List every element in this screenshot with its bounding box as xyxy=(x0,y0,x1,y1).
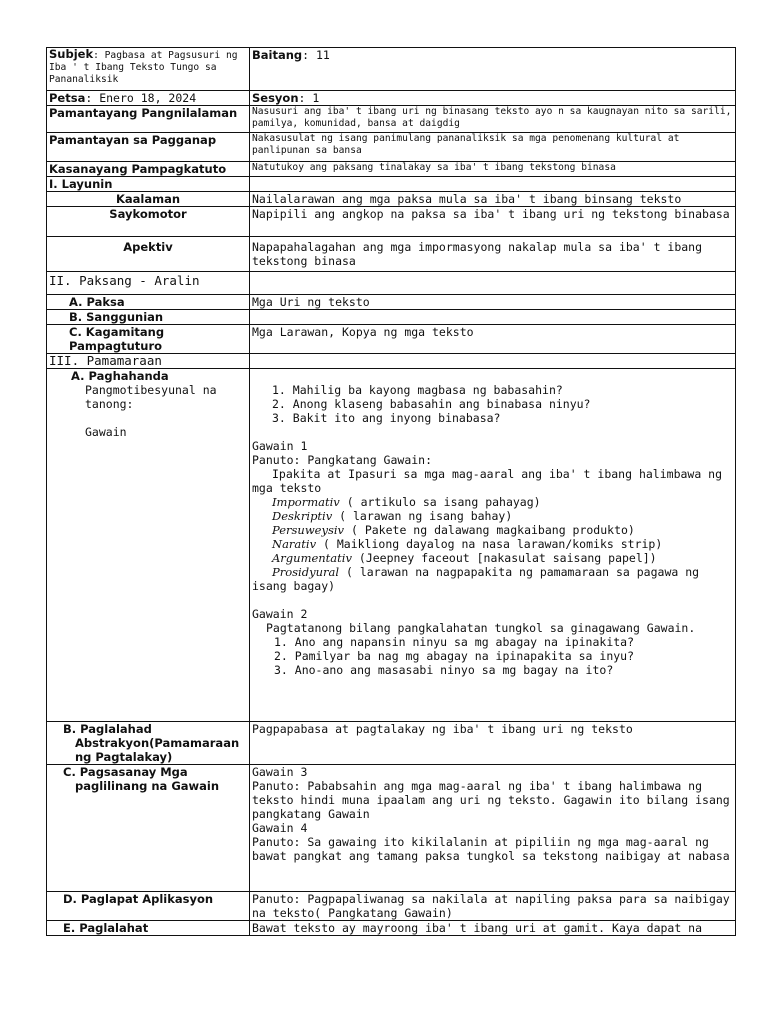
text-type-name: Impormativ xyxy=(272,495,340,509)
session-value: : 1 xyxy=(298,91,320,105)
affective-label: Apektiv xyxy=(47,237,250,272)
date-label: Petsa xyxy=(49,91,86,105)
competency-row xyxy=(47,162,736,177)
gawain2-title: Gawain 2 xyxy=(252,607,308,621)
gawain3-description: Panuto: Pababsahin ang mga mag-aaral ng iba' t ibang halimbawa ng teksto hindi muna ipaalam ang uri ng teksto. Gagawin ito bilang isang pangkatang Gawain xyxy=(252,779,730,821)
subject-row xyxy=(47,48,736,91)
gawain2-question-3: 3. Ano-ano ang masasabi ninyo sa mg bagay na ito? xyxy=(274,663,614,677)
gawain1-description: Ipakita at Ipasuri sa mga mag-aaral ang iba' t ibang halimbawa ng mga teksto xyxy=(252,467,723,495)
question-3: 3. Bakit ito ang inyong binabasa? xyxy=(272,411,501,425)
materials-label: C. Kagamitang Pampagtuturo xyxy=(47,325,250,354)
content-standard-label: Pamantayang Pangnilalaman xyxy=(47,106,250,133)
preparation-right-cell xyxy=(250,369,736,722)
gawain2-description: Pagtatanong bilang pangkalahatan tungkol sa ginagawang Gawain. xyxy=(266,621,696,635)
content-title-row xyxy=(47,272,736,295)
practice-row xyxy=(47,765,736,892)
text-type-desc: ( Maikliong dayalog na nasa larawan/komiks strip) xyxy=(316,537,663,551)
content-title-empty xyxy=(250,272,736,295)
subject-cell xyxy=(47,48,250,91)
lesson-plan-table xyxy=(46,47,736,936)
text-type-name: Narativ xyxy=(272,537,317,551)
gawain4-description: Panuto: Sa gawaing ito kikilalanin at pipiliin ng mga mag-aaral ng bawat pangkat ang tamang paksa tungkol sa tekstong naibigay at nabasa xyxy=(252,835,730,863)
performance-standard-row xyxy=(47,133,736,162)
text-type-desc: ( larawan ng isang bahay) xyxy=(332,509,513,523)
objectives-title-empty xyxy=(250,177,736,192)
generalization-label: E. Paglalahat xyxy=(47,921,250,936)
text-type-name: Persuweysiv xyxy=(272,523,345,537)
skill-row xyxy=(47,207,736,237)
objectives-title-row xyxy=(47,177,736,192)
grade-cell xyxy=(250,48,736,91)
activity-label: Gawain xyxy=(85,425,127,439)
application-label: D. Paglapat Aplikasyon xyxy=(47,892,250,921)
text-type-name: Prosidyural xyxy=(272,565,340,579)
procedure-title-empty xyxy=(250,354,736,369)
preparation-left-cell xyxy=(47,369,250,722)
session-cell xyxy=(250,91,736,106)
grade-label: Baitang xyxy=(252,48,303,62)
reference-row xyxy=(47,310,736,325)
date-value: : Enero 18, 2024 xyxy=(85,91,197,105)
text-type-name: Argumentativ xyxy=(272,551,352,565)
application-value: Panuto: Pagpapaliwanag sa nakilala at napiling paksa para sa naibigay na teksto( Pangkatang Gawain) xyxy=(250,892,736,921)
session-label: Sesyon xyxy=(252,91,299,105)
question-2: 2. Anong klaseng babasahin ang binabasa ninyu? xyxy=(272,397,591,411)
practice-label: C. Pagsasanay Mga paglilinang na Gawain xyxy=(47,765,250,892)
competency-value: Natutukoy ang paksang tinalakay sa iba' t ibang tekstong binasa xyxy=(250,162,736,177)
reference-label: B. Sanggunian xyxy=(47,310,250,325)
knowledge-label: Kaalaman xyxy=(47,192,250,207)
reference-value xyxy=(250,310,736,325)
objectives-title: I. Layunin xyxy=(47,177,250,192)
text-type-desc: ( Pakete ng dalawang magkaibang produkto) xyxy=(344,523,635,537)
text-type-item xyxy=(252,551,733,565)
affective-row xyxy=(47,237,736,272)
date-row xyxy=(47,91,736,106)
affective-value: Napapahalagahan ang mga impormasyong nakalap mula sa iba' t ibang tekstong binasa xyxy=(250,237,736,272)
subject-value: : Pagbasa at Pagsusuri ng Iba ' t Ibang Teksto Tungo sa Pananaliksik xyxy=(49,50,238,85)
text-type-item xyxy=(252,537,733,551)
preparation-label: A. Paghahanda xyxy=(71,369,169,383)
preparation-row xyxy=(47,369,736,722)
generalization-row xyxy=(47,921,736,936)
practice-right-cell xyxy=(250,765,736,892)
gawain1-title: Gawain 1 xyxy=(252,439,308,453)
performance-standard-label: Pamantayan sa Pagganap xyxy=(47,133,250,162)
materials-row xyxy=(47,325,736,354)
procedure-title: III. Pamamaraan xyxy=(47,354,250,369)
text-type-desc: (Jeepney faceout [nakasulat saisang papel]) xyxy=(351,551,657,565)
text-type-item xyxy=(252,523,733,537)
topic-label: A. Paksa xyxy=(47,295,250,310)
content-title: II. Paksang - Aralin xyxy=(47,272,250,295)
knowledge-row xyxy=(47,192,736,207)
content-standard-value: Nasusuri ang iba' t ibang uri ng binasang teksto ayo n sa kaugnayan nito sa sarili, pamilya, komunidad, bansa at daigdig xyxy=(250,106,736,133)
application-row xyxy=(47,892,736,921)
topic-value: Mga Uri ng teksto xyxy=(250,295,736,310)
gawain2-question-1: 1. Ano ang napansin ninyu sa mg abagay na ipinakita? xyxy=(274,635,635,649)
date-cell xyxy=(47,91,250,106)
content-standard-row xyxy=(47,106,736,133)
performance-standard-value: Nakasusulat ng isang panimulang pananaliksik sa mga penomenang kultural at panlipunan sa bansa xyxy=(250,133,736,162)
text-type-item xyxy=(252,509,733,523)
motivation-label: Pangmotibesyunal na tanong: xyxy=(85,383,217,411)
question-1: 1. Mahilig ba kayong magbasa ng babasahin? xyxy=(272,383,563,397)
text-type-item xyxy=(252,495,733,509)
gawain2-question-2: 2. Pamilyar ba nag mg abagay na ipinapakita sa inyu? xyxy=(274,649,635,663)
subject-label: Subjek xyxy=(49,47,94,61)
materials-value: Mga Larawan, Kopya ng mga teksto xyxy=(250,325,736,354)
text-type-item xyxy=(252,565,733,593)
skill-value: Napipili ang angkop na paksa sa iba' t ibang uri ng tekstong binabasa xyxy=(250,207,736,237)
presentation-row xyxy=(47,722,736,765)
skill-label: Saykomotor xyxy=(47,207,250,237)
text-type-name: Deskriptiv xyxy=(272,509,333,523)
gawain3-title: Gawain 3 xyxy=(252,765,308,779)
text-type-desc: ( larawan na nagpapakita ng pamamaraan sa pagawa ng isang bagay) xyxy=(252,565,700,593)
procedure-title-row xyxy=(47,354,736,369)
text-type-desc: ( artikulo sa isang pahayag) xyxy=(339,495,541,509)
presentation-label: B. Paglalahad Abstrakyon(Pamamaraan ng Pagtalakay) xyxy=(47,722,250,765)
grade-value: : 11 xyxy=(302,48,330,62)
generalization-value: Bawat teksto ay mayroong iba' t ibang uri at gamit. Kaya dapat na xyxy=(250,921,736,936)
gawain4-title: Gawain 4 xyxy=(252,821,308,835)
knowledge-value: Nailalarawan ang mga paksa mula sa iba' t ibang binsang teksto xyxy=(250,192,736,207)
gawain1-instruction: Panuto: Pangkatang Gawain: xyxy=(252,453,433,467)
topic-row xyxy=(47,295,736,310)
presentation-value: Pagpapabasa at pagtalakay ng iba' t ibang uri ng teksto xyxy=(250,722,736,765)
competency-label: Kasanayang Pampagkatuto xyxy=(47,162,250,177)
